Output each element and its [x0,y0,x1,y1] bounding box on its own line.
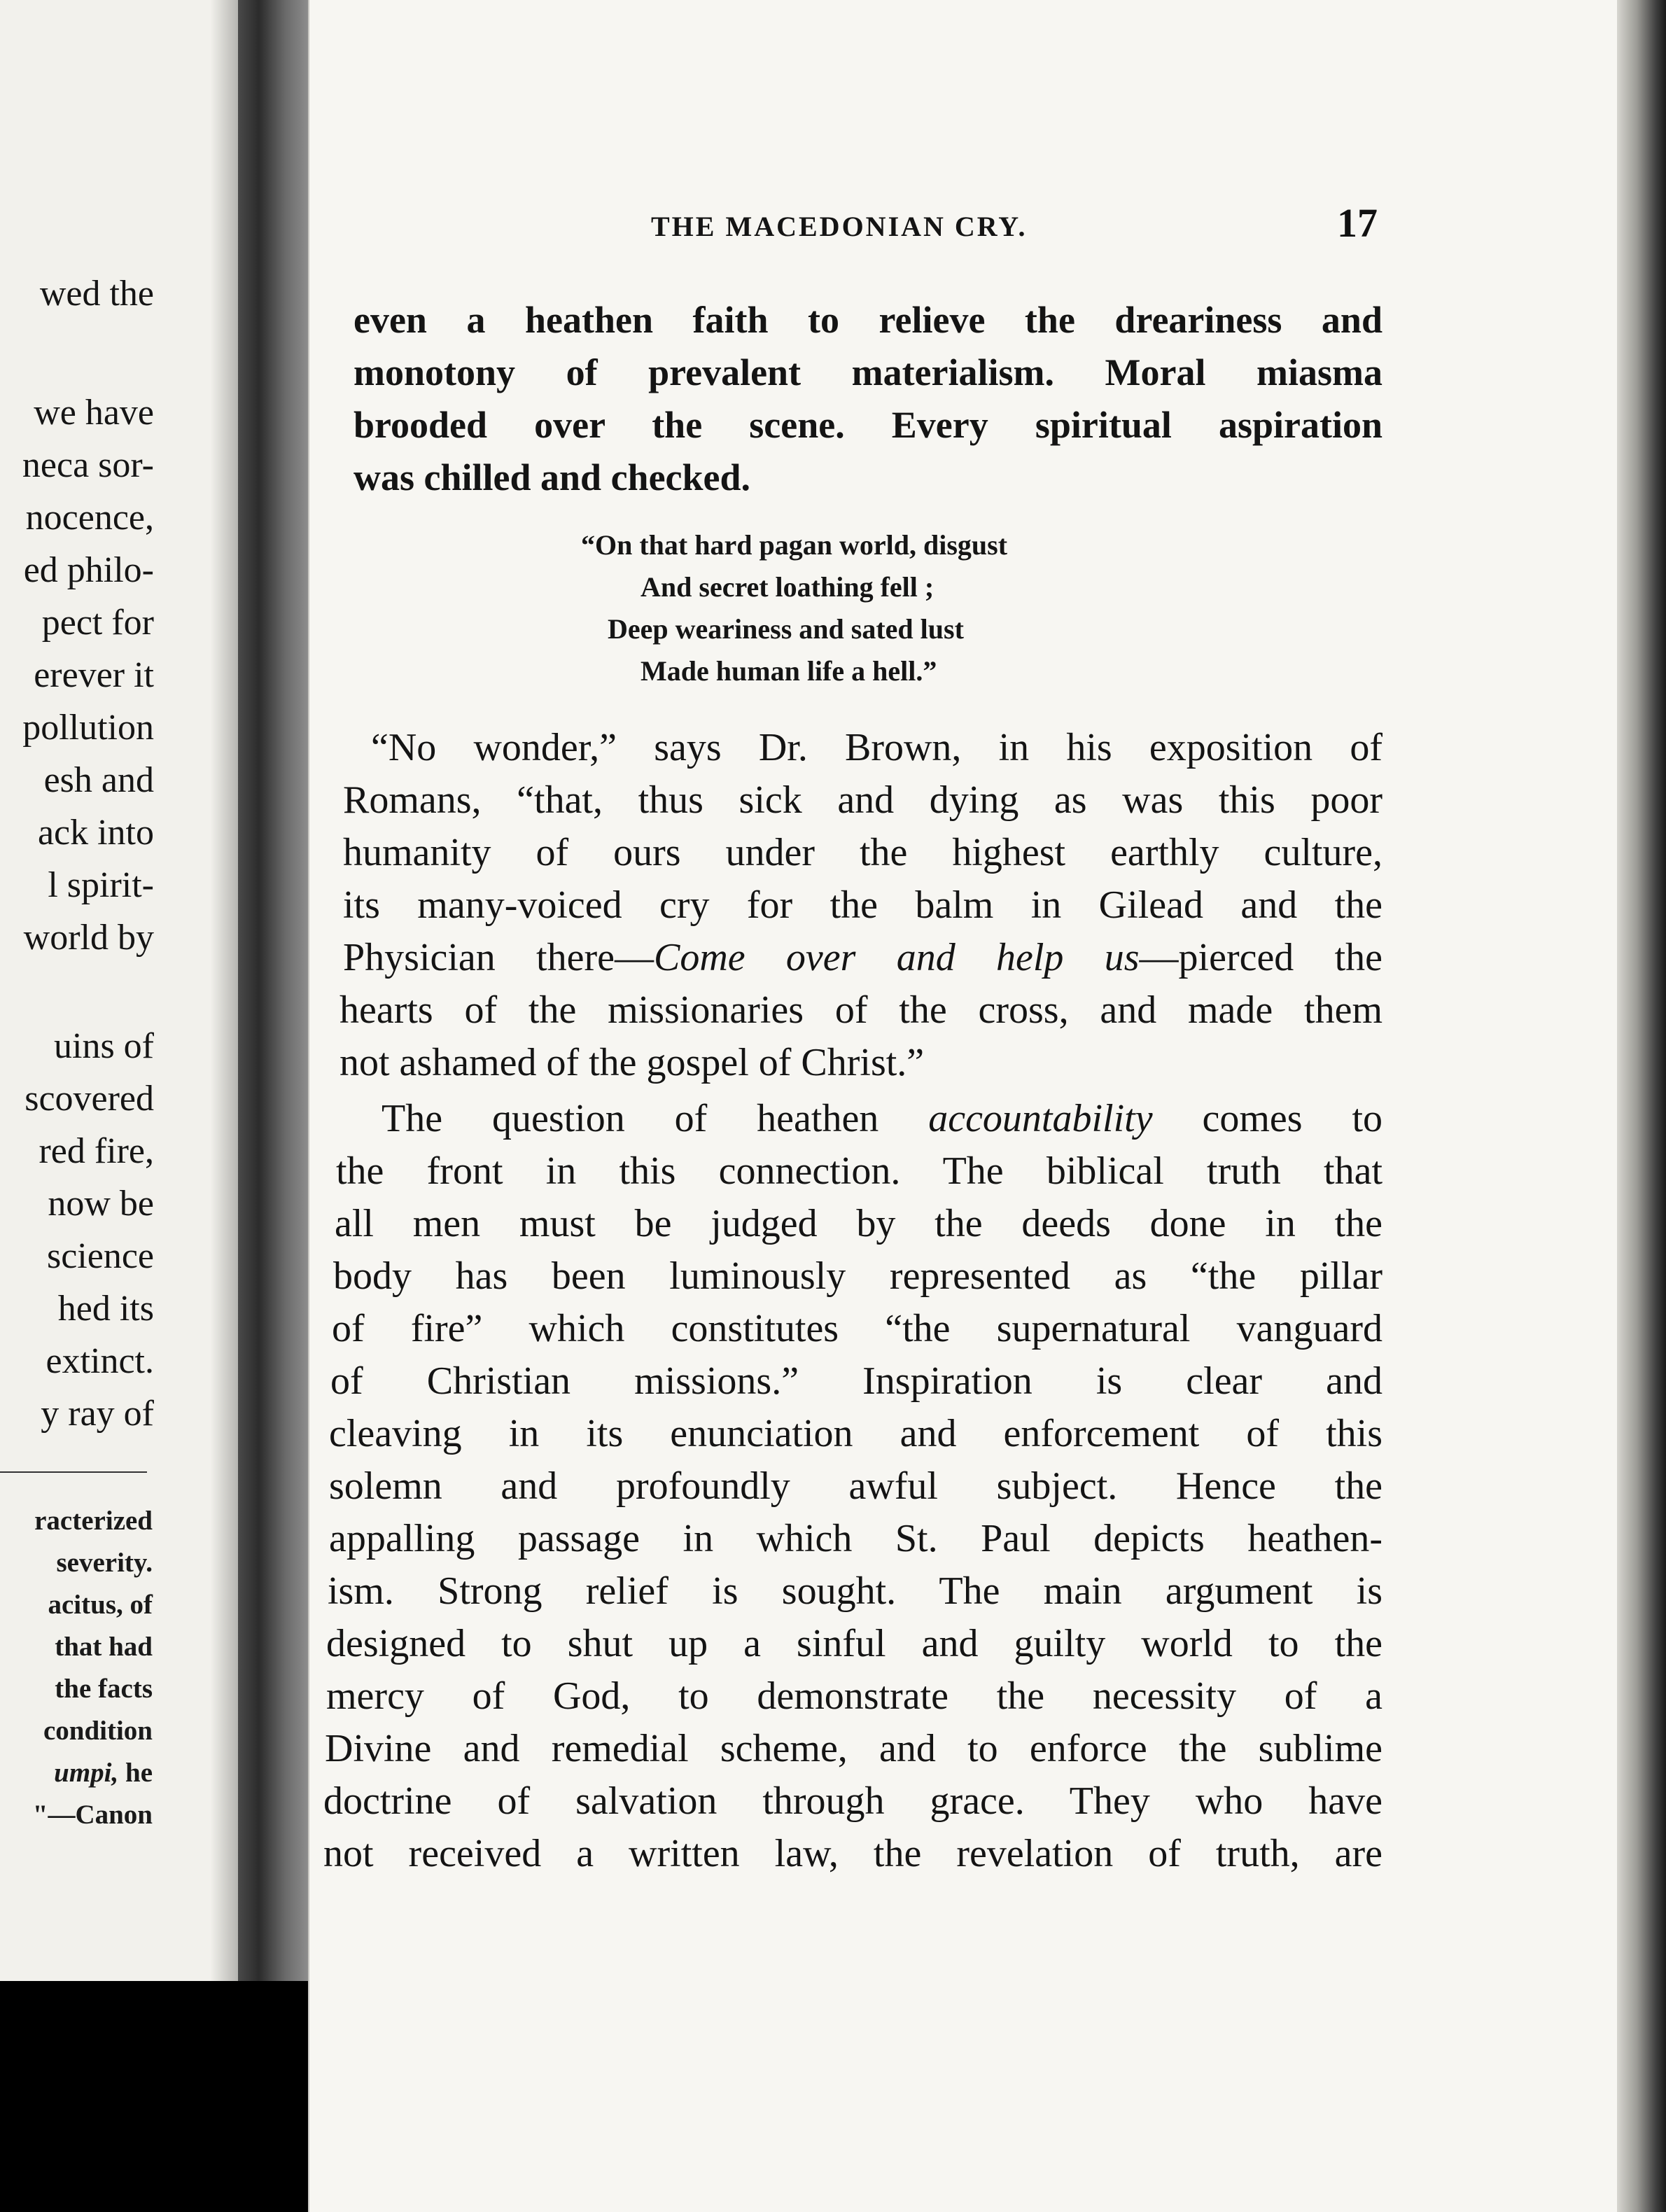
text-line: of Christian missions.” Inspiration is clear and [330,1359,1382,1403]
left-page-line: y ray of [41,1394,154,1434]
text-line: cleaving in its enunciation and enforcement of this [329,1412,1382,1455]
text-line: monotony of prevalent materialism. Moral miasma [354,351,1382,393]
text-line: the front in this connection. The biblical truth that [336,1149,1382,1193]
left-page-line: ed philo- [23,550,154,590]
left-page-line: neca sor- [22,445,154,485]
text-line: Divine and remedial scheme, and to enforce the sublime [325,1727,1382,1770]
left-page-line: science [46,1236,154,1276]
text-line: Romans, “that, thus sick and dying as was this poor [343,778,1382,822]
text-line: The question of heathen accountability comes to [382,1097,1383,1140]
left-page-line: nocence, [25,498,154,538]
page-number: 17 [1337,200,1378,246]
text-line: appalling passage in which St. Paul depicts heathen- [329,1517,1382,1560]
verse-line: And secret loathing fell ; [640,571,934,603]
left-footnote-line: racterized [34,1506,153,1536]
page-edge [1617,0,1666,2212]
left-page-line: pect for [41,603,154,643]
gutter-shadow [210,0,238,1981]
text-line: hearts of the missionaries of the cross, and made them [340,988,1382,1032]
left-page-line: we have [34,393,154,433]
left-footnote-line: "—Canon [32,1800,153,1830]
text-line: even a heathen faith to relieve the dreariness and [354,299,1382,341]
left-page-line: red fire, [38,1131,154,1171]
text-line: mercy of God, to demonstrate the necessity of a [326,1674,1382,1718]
left-footnote-line: the facts [55,1674,153,1704]
running-head: THE MACEDONIAN CRY. [651,211,1028,242]
text-line: designed to shut up a sinful and guilty world to the [326,1622,1382,1665]
text-line: not ashamed of the gospel of Christ.” [340,1041,925,1084]
text-line: body has been luminously represented as “the pillar [333,1254,1382,1298]
left-page-line: world by [23,918,154,958]
left-page [0,0,238,1981]
left-footnote-line: severity. [56,1548,153,1578]
text-line: all men must be judged by the deeds done in the [335,1202,1382,1245]
left-page-line: pollution [22,708,154,748]
left-page-line: extinct. [46,1341,154,1381]
text-line: brooded over the scene. Every spiritual aspiration [354,404,1382,446]
text-line: was chilled and checked. [354,456,751,498]
text-line: humanity of ours under the highest earthly culture, [343,831,1382,874]
left-page-line: erever it [34,655,154,695]
text-line: doctrine of salvation through grace. They who have [323,1779,1382,1823]
left-page-line: esh and [43,760,154,800]
left-page-line: hed its [57,1289,154,1329]
left-page-line: l spirit- [48,865,154,905]
left-footnote-line: condition [43,1716,153,1746]
left-page-line: wed the [39,274,154,314]
verse-line: Made human life a hell.” [640,655,937,687]
left-footnote-line: umpi, he [54,1758,153,1788]
text-line: of fire” which constitutes “the supernatural vanguard [332,1307,1382,1350]
text-line: solemn and profoundly awful subject. Hence the [329,1464,1382,1508]
text-line: “No wonder,” says Dr. Brown, in his exposition of [371,726,1382,769]
text-line: Physician there—Come over and help us—pierced the [343,936,1383,979]
verse-line: “On that hard pagan world, disgust [581,529,1008,561]
left-page-line: scovered [24,1079,154,1119]
text-line: ism. Strong relief is sought. The main argument is [328,1569,1382,1613]
text-line: its many-voiced cry for the balm in Gilead and the [343,883,1382,927]
text-line: not received a written law, the revelation of truth, are [323,1832,1382,1875]
footnote-rule [0,1471,147,1473]
left-page-line: now be [48,1184,154,1224]
left-page-line: uins of [54,1026,154,1066]
verse-line: Deep weariness and sated lust [608,613,964,645]
left-footnote-line: acitus, of [48,1590,153,1620]
left-footnote-line: that had [55,1632,153,1662]
left-page-line: ack into [37,813,154,853]
